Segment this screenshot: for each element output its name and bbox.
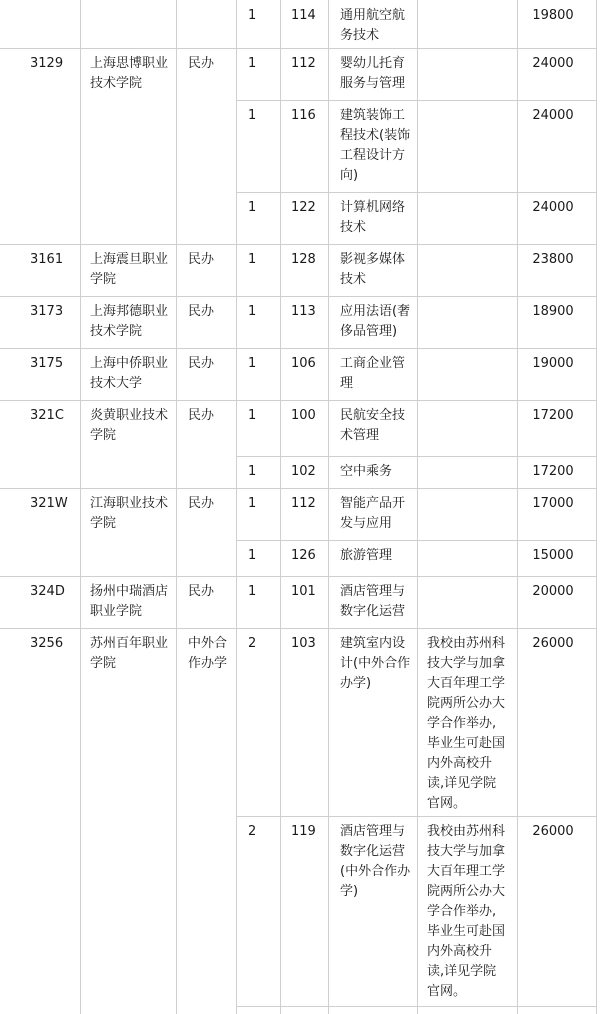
remark-cell: 我校由苏州科 技大学与加拿 大百年理工学 院两所公办大 学合作举办, 毕业生可赴国 内外高校升 读,详见学院 官网。 bbox=[427, 636, 506, 811]
plan-count-cell: 1 bbox=[248, 8, 257, 23]
tuition-cell: 26000 bbox=[532, 824, 574, 839]
remark-cell: 我校由苏州科 技大学与加拿 大百年理工学 院两所公办大 学合作举办, 毕业生可赴国 内外高校升 读,详见学院 官网。 bbox=[427, 824, 506, 999]
major-code-cell: 114 bbox=[291, 8, 316, 23]
school-type-cell: 中外合 作办学 bbox=[188, 636, 228, 671]
major-name-cell: 计算机网络 技术 bbox=[340, 200, 406, 235]
major-code-cell: 102 bbox=[291, 464, 316, 479]
school-code-cell: 3175 bbox=[30, 356, 64, 371]
row-divider bbox=[236, 456, 596, 457]
major-name-cell: 建筑室内设 计(中外合作 办学) bbox=[340, 636, 411, 691]
tuition-cell: 20000 bbox=[532, 584, 574, 599]
major-code-cell: 116 bbox=[291, 108, 316, 123]
tuition-cell: 15000 bbox=[532, 548, 574, 563]
major-name-cell: 空中乘务 bbox=[340, 464, 393, 479]
tuition-cell: 17200 bbox=[532, 408, 574, 423]
school-name-cell: 炎黄职业技术 学院 bbox=[90, 408, 169, 443]
school-name-cell: 江海职业技术 学院 bbox=[90, 496, 169, 531]
major-code-cell: 128 bbox=[291, 252, 316, 267]
school-name-cell: 上海中侨职业 技术大学 bbox=[90, 356, 169, 391]
row-divider bbox=[0, 400, 596, 401]
tuition-cell: 23800 bbox=[532, 252, 574, 267]
school-type-cell: 民办 bbox=[188, 356, 215, 371]
school-name-cell: 苏州百年职业 学院 bbox=[90, 636, 169, 671]
school-code-cell: 321W bbox=[30, 496, 68, 511]
plan-count-cell: 1 bbox=[248, 252, 257, 267]
row-divider bbox=[0, 348, 596, 349]
major-name-cell: 建筑装饰工 程技术(装饰 工程设计方 向) bbox=[340, 108, 411, 183]
plan-count-cell: 1 bbox=[248, 548, 257, 563]
major-name-cell: 通用航空航 务技术 bbox=[340, 8, 406, 43]
tuition-cell: 26000 bbox=[532, 636, 574, 651]
school-code-cell: 3129 bbox=[30, 56, 64, 71]
tuition-cell: 19800 bbox=[532, 8, 574, 23]
plan-count-cell: 2 bbox=[248, 824, 257, 839]
column-divider bbox=[80, 0, 81, 1014]
major-name-cell: 智能产品开 发与应用 bbox=[340, 496, 406, 531]
major-code-cell: 101 bbox=[291, 584, 316, 599]
row-divider bbox=[236, 816, 596, 817]
tuition-cell: 17000 bbox=[532, 496, 574, 511]
row-divider bbox=[0, 244, 596, 245]
plan-count-cell: 1 bbox=[248, 464, 257, 479]
school-name-cell: 上海震旦职业 学院 bbox=[90, 252, 169, 287]
school-name-cell: 扬州中瑞酒店 职业学院 bbox=[90, 584, 169, 619]
tuition-cell: 24000 bbox=[532, 56, 574, 71]
row-divider bbox=[236, 192, 596, 193]
major-code-cell: 112 bbox=[291, 496, 316, 511]
major-name-cell: 应用法语(奢 侈品管理) bbox=[340, 304, 411, 339]
major-name-cell: 酒店管理与 数字化运营 bbox=[340, 584, 406, 619]
school-type-cell: 民办 bbox=[188, 252, 215, 267]
major-code-cell: 103 bbox=[291, 636, 316, 651]
row-divider bbox=[0, 576, 596, 577]
plan-count-cell: 1 bbox=[248, 408, 257, 423]
column-divider bbox=[236, 0, 237, 1014]
major-code-cell: 119 bbox=[291, 824, 316, 839]
school-name-cell: 上海思博职业 技术学院 bbox=[90, 56, 169, 91]
major-name-cell: 工商企业管 理 bbox=[340, 356, 406, 391]
plan-count-cell: 1 bbox=[248, 108, 257, 123]
plan-count-cell: 1 bbox=[248, 356, 257, 371]
plan-count-cell: 2 bbox=[248, 636, 257, 651]
column-divider bbox=[417, 0, 418, 1014]
column-divider bbox=[517, 0, 518, 1014]
plan-count-cell: 1 bbox=[248, 584, 257, 599]
school-type-cell: 民办 bbox=[188, 56, 215, 71]
row-divider bbox=[236, 540, 596, 541]
school-code-cell: 3161 bbox=[30, 252, 64, 267]
tuition-cell: 24000 bbox=[532, 200, 574, 215]
plan-count-cell: 1 bbox=[248, 304, 257, 319]
school-name-cell: 上海邦德职业 技术学院 bbox=[90, 304, 169, 339]
major-name-cell: 影视多媒体 技术 bbox=[340, 252, 406, 287]
column-divider bbox=[328, 0, 329, 1014]
major-code-cell: 100 bbox=[291, 408, 316, 423]
major-name-cell: 酒店管理与 数字化运营 (中外合作办 学) bbox=[340, 824, 411, 899]
row-divider bbox=[0, 48, 596, 49]
school-type-cell: 民办 bbox=[188, 584, 215, 599]
column-divider bbox=[280, 0, 281, 1014]
school-type-cell: 民办 bbox=[188, 304, 215, 319]
tuition-cell: 19000 bbox=[532, 356, 574, 371]
school-code-cell: 3173 bbox=[30, 304, 64, 319]
tuition-cell: 18900 bbox=[532, 304, 574, 319]
plan-count-cell: 1 bbox=[248, 56, 257, 71]
row-divider bbox=[0, 296, 596, 297]
school-code-cell: 324D bbox=[30, 584, 65, 599]
plan-count-cell: 1 bbox=[248, 496, 257, 511]
school-code-cell: 3256 bbox=[30, 636, 64, 651]
major-code-cell: 113 bbox=[291, 304, 316, 319]
row-divider bbox=[236, 100, 596, 101]
major-code-cell: 122 bbox=[291, 200, 316, 215]
tuition-cell: 24000 bbox=[532, 108, 574, 123]
major-name-cell: 民航安全技 术管理 bbox=[340, 408, 406, 443]
major-code-cell: 106 bbox=[291, 356, 316, 371]
major-code-cell: 126 bbox=[291, 548, 316, 563]
row-divider bbox=[0, 628, 596, 629]
tuition-cell: 17200 bbox=[532, 464, 574, 479]
major-code-cell: 112 bbox=[291, 56, 316, 71]
major-name-cell: 旅游管理 bbox=[340, 548, 393, 563]
column-divider bbox=[176, 0, 177, 1014]
plan-count-cell: 1 bbox=[248, 200, 257, 215]
row-divider bbox=[236, 1006, 596, 1007]
row-divider bbox=[0, 488, 596, 489]
major-name-cell: 婴幼儿托育 服务与管理 bbox=[340, 56, 406, 91]
school-type-cell: 民办 bbox=[188, 496, 215, 511]
column-divider bbox=[596, 0, 597, 1014]
school-code-cell: 321C bbox=[30, 408, 64, 423]
school-type-cell: 民办 bbox=[188, 408, 215, 423]
